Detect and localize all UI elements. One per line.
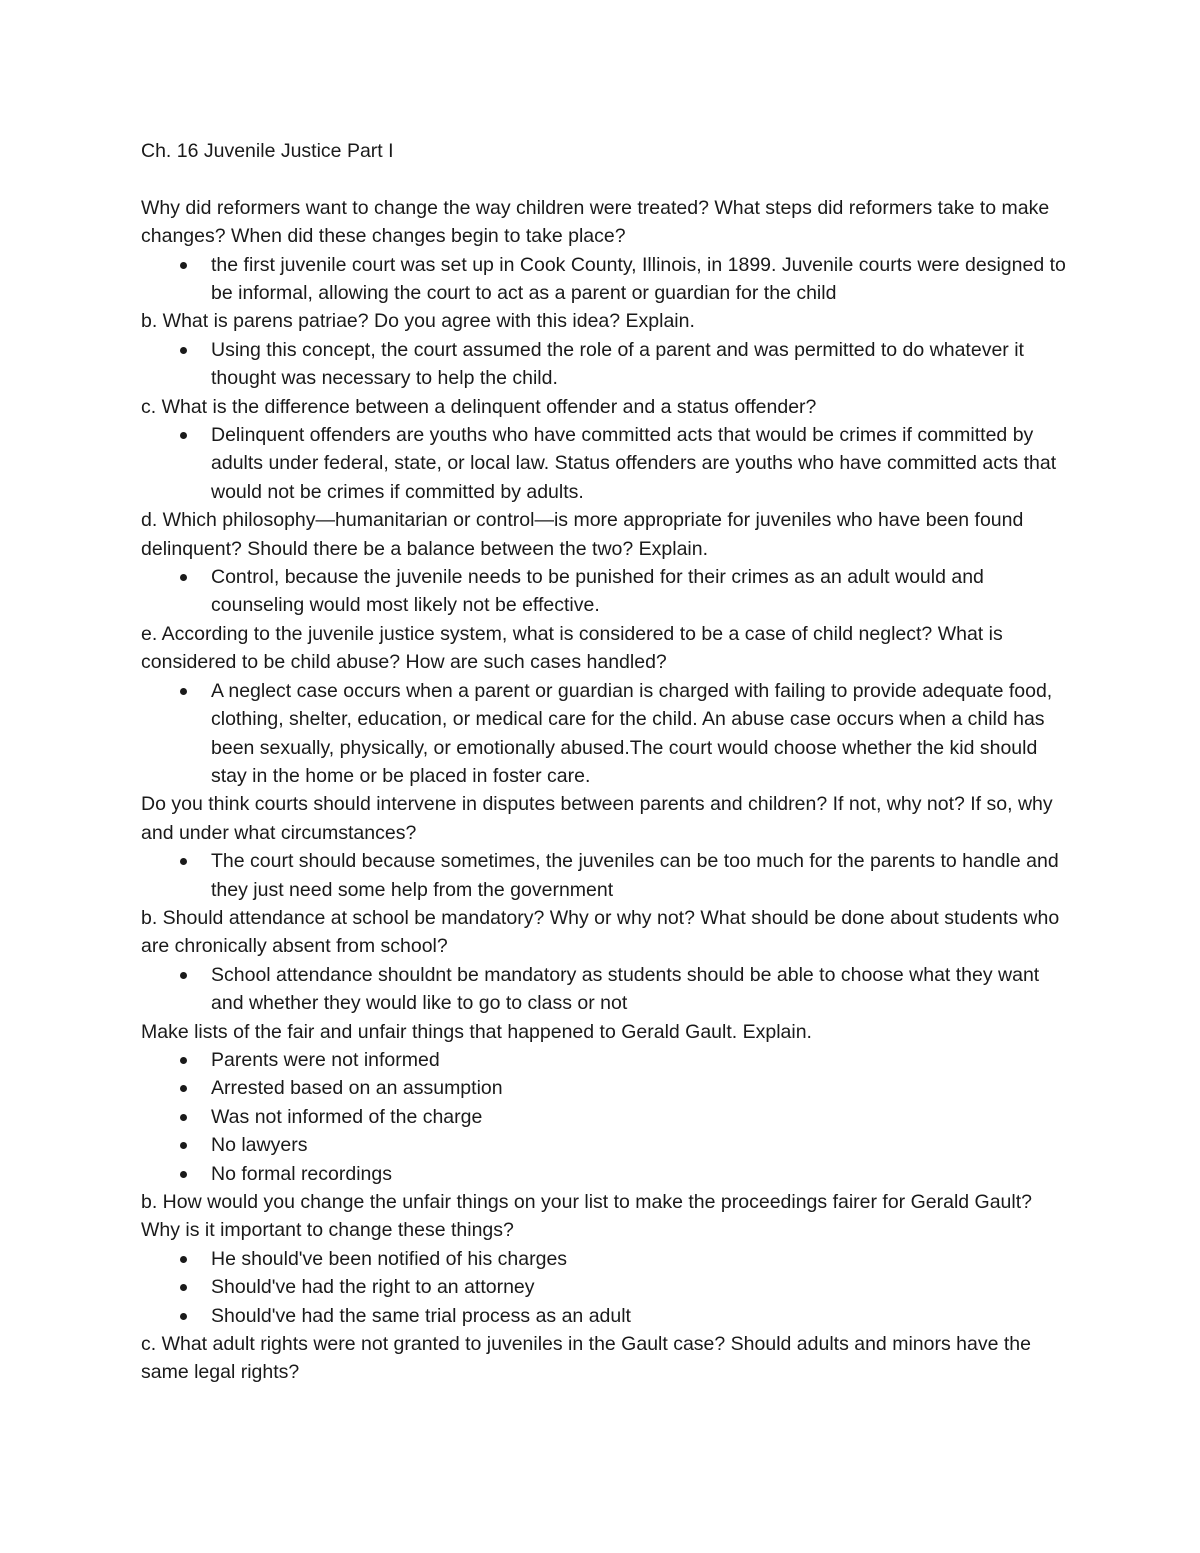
section (141, 393, 1071, 507)
answer-item (211, 563, 1071, 620)
bullet-icon (180, 972, 187, 979)
answer-item (211, 336, 1071, 393)
answer-text: He should've been notified of his charges (211, 1247, 568, 1270)
bullet-icon (180, 688, 187, 695)
question-text: e. According to the juvenile justice system, what is considered to be a case of child neglect? What is considered to be child abuse? How are such cases handled? (141, 622, 1003, 674)
answer-list (141, 336, 1071, 393)
answer-list (141, 251, 1071, 308)
answer-item (211, 1103, 1071, 1131)
question-text: b. Should attendance at school be mandatory? Why or why not? What should be done about students who are chronically absent from school? (141, 906, 1060, 958)
bullet-icon (180, 1085, 187, 1092)
question-text: b. How would you change the unfair things on your list to make the proceedings fairer for Gerald Gault? Why is it important to change these things? (141, 1191, 1032, 1242)
answer-text: A neglect case occurs when a parent or guardian is charged with failing to provide adequate food, clothing, shelter, education, or medical care for the child. An abuse case occurs when a child has been sexually, physically, or emotionally abused.The court would choose whether the kid should stay in the home or be placed in foster care. (211, 679, 1053, 787)
bullet-icon (180, 347, 187, 354)
answer-text: Delinquent offenders are youths who have committed acts that would be crimes if committed by adults under federal, state, or local law. Status offenders are youths who have committed acts that would not be crimes if committed by adults. (211, 424, 1057, 503)
bullet-icon (180, 1171, 187, 1178)
bullet-icon (180, 1256, 187, 1263)
answer-item (211, 421, 1071, 506)
bullet-icon (180, 858, 187, 865)
answer-item (211, 1046, 1071, 1074)
bullet-icon (180, 574, 187, 581)
question-text: b. What is parens patriae? Do you agree with this idea? Explain. (141, 310, 695, 333)
answer-item (211, 1131, 1071, 1159)
bullet-icon (180, 1284, 187, 1291)
answer-text: Should've had the same trial process as an adult (211, 1304, 631, 1327)
question-text: Why did reformers want to change the way children were treated? What steps did reformers take to make changes? When did these changes begin to take place? (141, 196, 1050, 248)
answer-list (141, 1046, 1071, 1188)
section (141, 1018, 1071, 1188)
answer-item (211, 251, 1071, 308)
section (141, 506, 1071, 620)
question-text: d. Which philosophy—humanitarian or control—is more appropriate for juveniles who have been found delinquent? Should there be a balance between the two? Explain. (141, 509, 1024, 560)
section (141, 620, 1071, 790)
answer-list (141, 677, 1071, 791)
section (141, 194, 1071, 308)
answer-item (211, 847, 1071, 904)
section (141, 307, 1071, 392)
answer-item (211, 677, 1071, 791)
answer-text: Should've had the right to an attorney (211, 1276, 535, 1299)
answer-item (211, 1160, 1071, 1188)
bullet-icon (180, 262, 187, 269)
answer-list (141, 563, 1071, 620)
section (141, 790, 1071, 904)
answer-text: The court should because sometimes, the juveniles can be too much for the parents to handle and they just need some help from the government (211, 850, 1059, 901)
answer-text: Control, because the juvenile needs to be punished for their crimes as an adult would and counseling would most likely not be effective. (211, 566, 984, 617)
question-text: c. What adult rights were not granted to juveniles in the Gault case? Should adults and minors have the same legal rights? (141, 1333, 1031, 1384)
bullet-icon (180, 1057, 187, 1064)
bullet-icon (180, 1142, 187, 1149)
answer-text: Parents were not informed (211, 1048, 440, 1071)
answer-item (211, 1245, 1071, 1273)
bullet-icon (180, 1114, 187, 1121)
bullet-icon (180, 1313, 187, 1320)
document-title: Ch. 16 Juvenile Justice Part I (141, 140, 394, 162)
answer-item (211, 1302, 1071, 1330)
question-text: Make lists of the fair and unfair things that happened to Gerald Gault. Explain. (141, 1020, 812, 1043)
answer-list (141, 421, 1071, 506)
answer-item (211, 1273, 1071, 1301)
document-page (141, 137, 1071, 1387)
question-text: c. What is the difference between a delinquent offender and a status offender? (141, 395, 817, 418)
section (141, 1188, 1071, 1330)
answer-list (141, 847, 1071, 904)
answer-item (211, 1074, 1071, 1102)
answer-text: Using this concept, the court assumed the role of a parent and was permitted to do whatever it thought was necessary to help the child. (211, 338, 1024, 390)
answer-list (141, 961, 1071, 1018)
answer-list (141, 1245, 1071, 1330)
answer-text: School attendance shouldnt be mandatory as students should be able to choose what they want and whether they would like to go to class or not (211, 963, 1040, 1015)
answer-text: No lawyers (211, 1134, 308, 1157)
answer-text: No formal recordings (211, 1162, 392, 1185)
bullet-icon (180, 432, 187, 439)
section (141, 904, 1071, 1018)
question-text: Do you think courts should intervene in disputes between parents and children? If not, why not? If so, why and under what circumstances? (141, 793, 1053, 844)
answer-text: Was not informed of the charge (211, 1105, 483, 1128)
answer-item (211, 961, 1071, 1018)
answer-text: Arrested based on an assumption (211, 1077, 503, 1100)
section (141, 1330, 1071, 1387)
answer-text: the first juvenile court was set up in Cook County, Illinois, in 1899. Juvenile courts were designed to be informal, allowing the court to act as a parent or guardian for the child (211, 253, 1066, 305)
